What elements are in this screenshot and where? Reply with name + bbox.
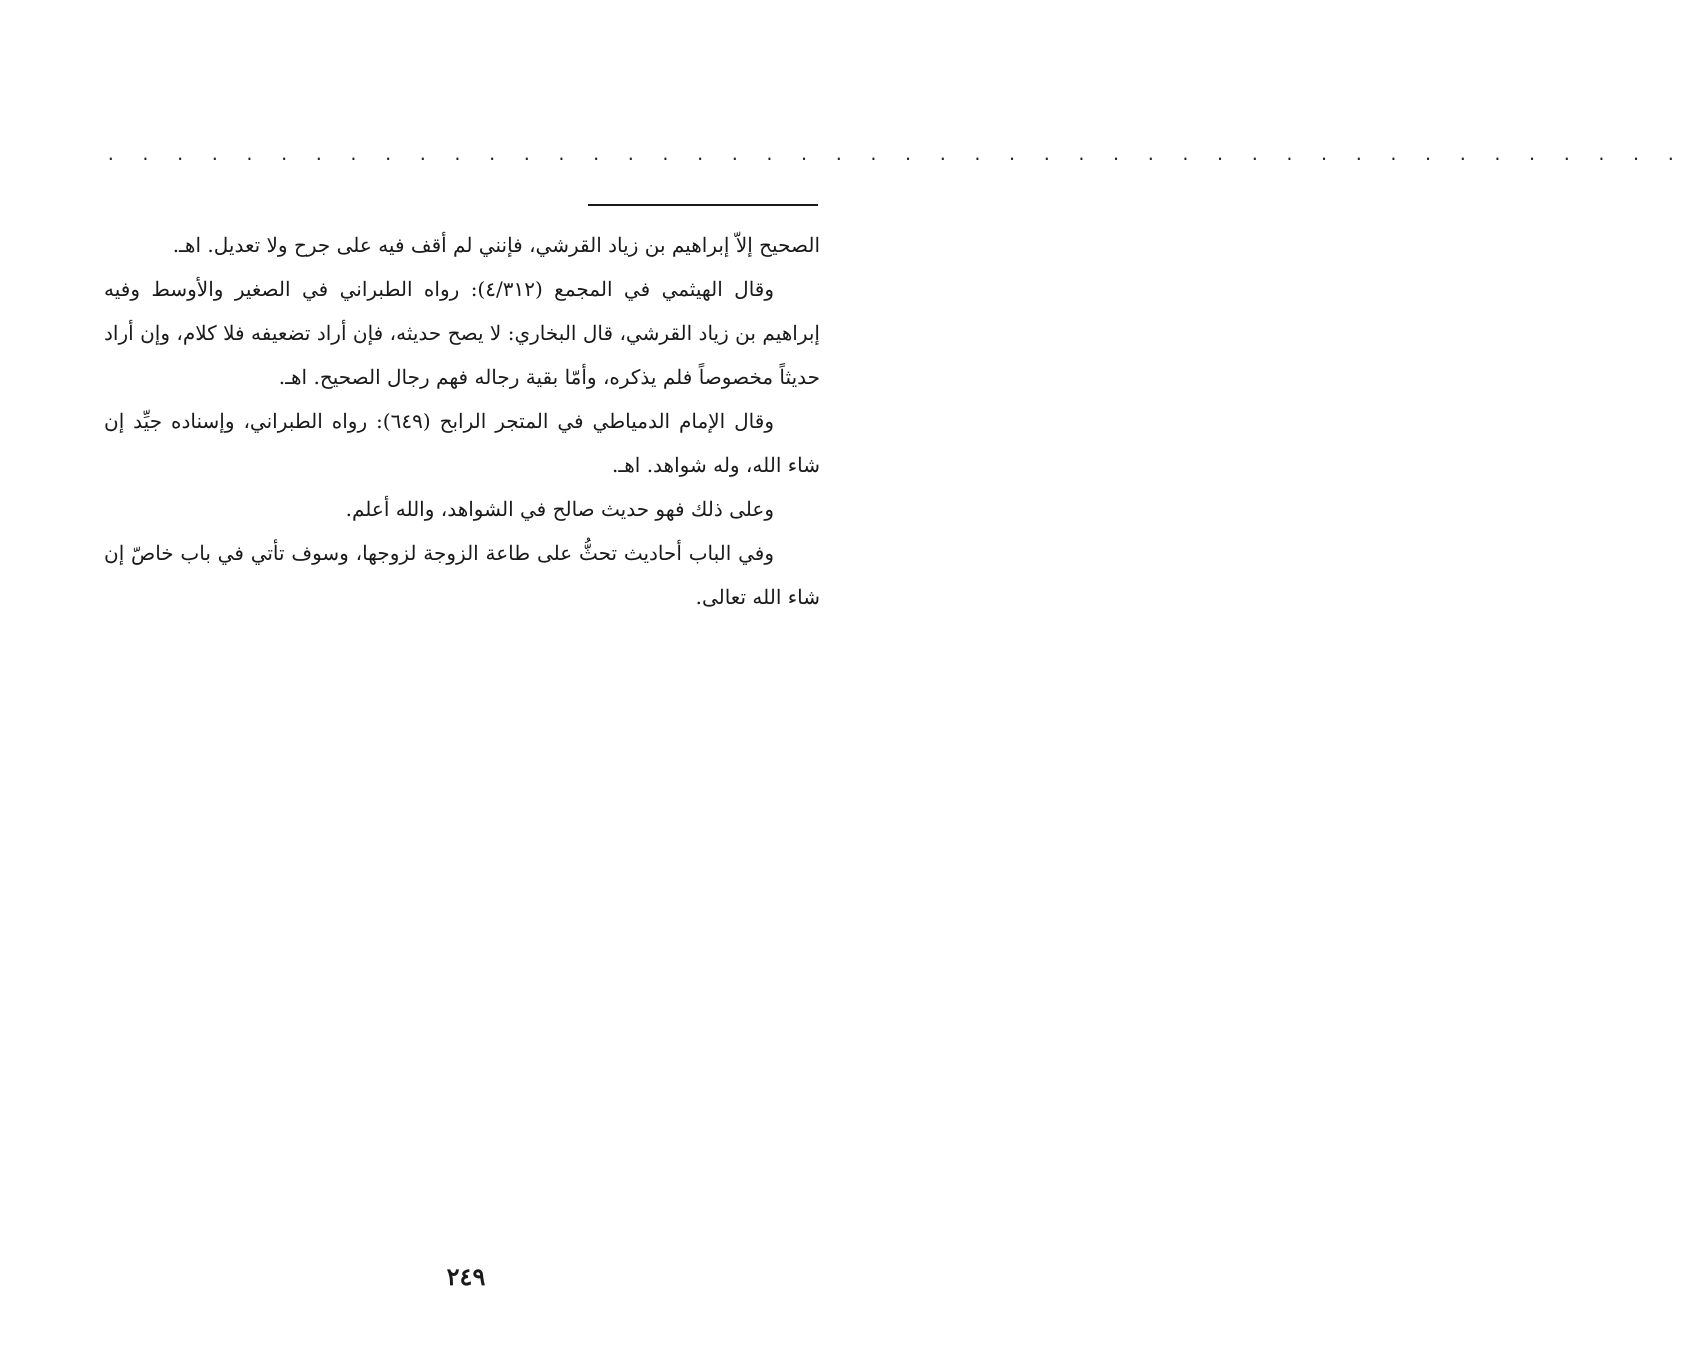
footnote-paragraph-dimyati: وقال الإمام الدمياطي في المتجر الرابح (٦٤٩): رواه الطبراني، وإسناده جيِّد إن شاء الله، وله شواهد. اهـ. — [104, 409, 820, 477]
footnote-paragraph-haythami: وقال الهيثمي في المجمع (٤/٣١٢): رواه الطبراني في الصغير والأوسط وفيه إبراهيم بن زياد القرشي، قال البخاري: لا يصح حديثه، فإن أراد تضعيفه فلا كلام، وإن أراد حديثاً مخصوصاً فلم يذكره، وأمّا بقية رجاله فهم رجال الصحيح. اهـ. — [104, 277, 820, 389]
footnote-paragraph-related: وفي الباب أحاديث تحثُّ على طاعة الزوجة لزوجها، وسوف تأتي في باب خاصّ إن شاء الله تعالى. — [104, 541, 820, 609]
footnote-paragraph-conclusion: وعلى ذلك فهو حديث صالح في الشواهد، والله أعلم. — [345, 497, 774, 521]
footnote-paragraph-continuation: الصحيح إلاّ إبراهيم بن زياد القرشي، فإنني لم أقف فيه على جرح ولا تعديل. اهـ. — [172, 233, 820, 257]
footnote-rule — [588, 204, 818, 206]
footnote-section — [104, 223, 820, 619]
dotted-separator: . . . . . . . . . . . . . . . . . . . . . . . . . . . . . . . . . . . . . . . . . . . . . . — [106, 145, 1683, 164]
page-number: ٢٤٩ — [446, 1262, 486, 1291]
